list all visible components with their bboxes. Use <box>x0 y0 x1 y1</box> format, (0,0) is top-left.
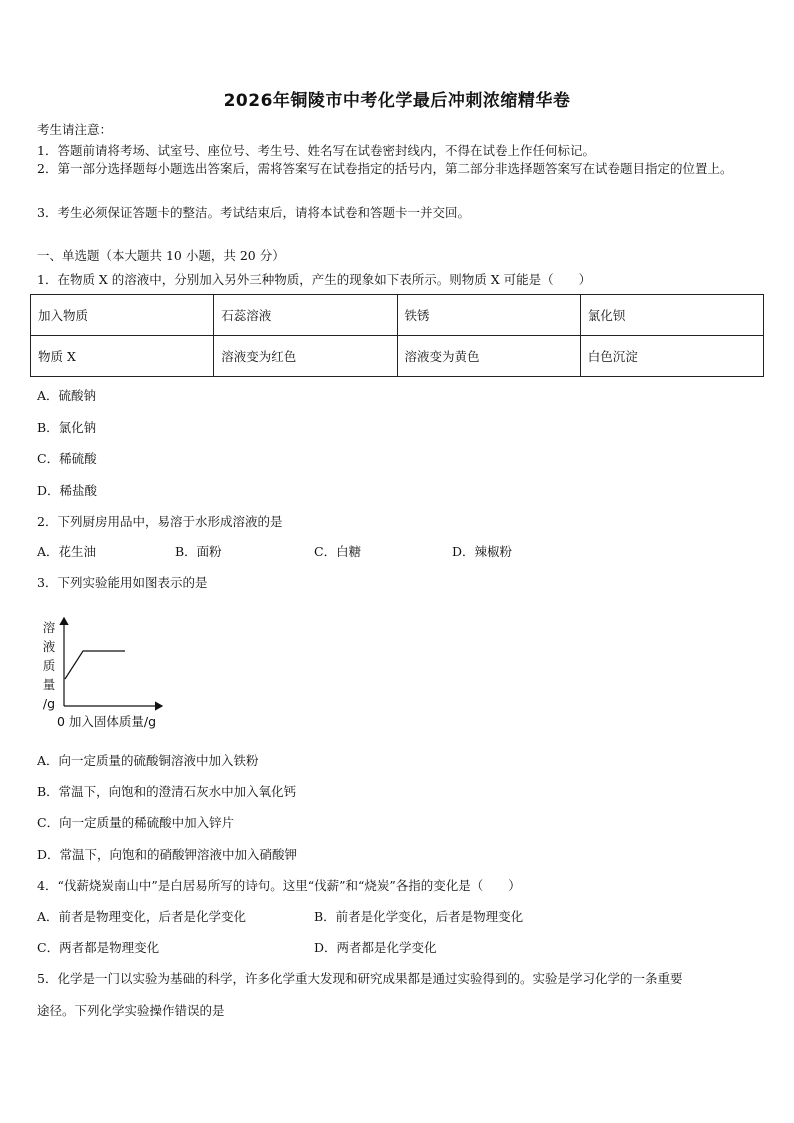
question-3-option-c: C．向一定质量的稀硫酸中加入锌片 <box>37 815 235 830</box>
question-5-stem-line-2: 途径。下列化学实验操作错误的是 <box>37 1003 225 1018</box>
table-cell: 物质 X <box>31 336 214 377</box>
question-4-option-d: D．两者都是化学变化 <box>314 940 437 955</box>
question-5-stem-line-1: 5．化学是一门以实验为基础的科学，许多化学重大发现和研究成果都是通过实验得到的。实验是学习化学的一条重要 <box>37 971 683 986</box>
question-2-option-a: A．花生油 <box>37 544 97 559</box>
question-2-option-c: C．白糖 <box>314 544 362 559</box>
question-2-option-b: B．面粉 <box>175 544 222 559</box>
question-1-option-d: D．稀盐酸 <box>37 483 98 498</box>
table-cell: 加入物质 <box>31 295 214 336</box>
table-cell: 石蕊溶液 <box>214 295 397 336</box>
page-title: 2026年铜陵市中考化学最后冲刺浓缩精华卷 <box>223 91 571 111</box>
question-4-option-b: B．前者是化学变化，后者是物理变化 <box>314 909 524 924</box>
question-3-graph <box>37 612 237 737</box>
table-cell: 溶液变为红色 <box>214 336 397 377</box>
notice-heading: 考生请注意： <box>37 122 113 137</box>
graph-curve <box>65 651 125 679</box>
notice-item-2: 2．第一部分选择题每小题选出答案后，需将答案写在试卷指定的括号内，第二部分非选择题答案写在试卷题目指定的位置上。 <box>37 161 733 176</box>
graph-y-axis-label: 溶 液 质 量 /g <box>42 620 56 711</box>
table-row <box>31 336 764 377</box>
question-4-option-a: A．前者是物理变化，后者是化学变化 <box>37 909 247 924</box>
table-cell: 白色沉淀 <box>580 336 763 377</box>
question-4-option-c: C．两者都是物理变化 <box>37 940 160 955</box>
question-3-stem: 3．下列实验能用如图表示的是 <box>37 575 208 590</box>
question-1-option-c: C．稀硫酸 <box>37 451 97 466</box>
question-1-table <box>30 294 764 377</box>
table-row <box>31 295 764 336</box>
notice-item-3: 3．考生必须保证答题卡的整洁。考试结束后，请将本试卷和答题卡一并交回。 <box>37 205 470 220</box>
question-1-stem: 1．在物质 X 的溶液中，分别加入另外三种物质，产生的现象如下表所示。则物质 X 可能是（ ） <box>37 272 592 287</box>
question-2-stem: 2．下列厨房用品中，易溶于水形成溶液的是 <box>37 514 283 529</box>
question-1-option-b: B．氯化钠 <box>37 420 97 435</box>
question-3-option-d: D．常温下，向饱和的硝酸钾溶液中加入硝酸钾 <box>37 847 298 862</box>
question-1-option-a: A．硫酸钠 <box>37 388 97 403</box>
question-3-option-a: A．向一定质量的硫酸铜溶液中加入铁粉 <box>37 753 259 768</box>
section-heading: 一、单选题（本大题共 10 小题，共 20 分） <box>37 248 285 263</box>
question-3-option-b: B．常温下，向饱和的澄清石灰水中加入氧化钙 <box>37 784 297 799</box>
table-cell: 溶液变为黄色 <box>397 336 580 377</box>
question-2-option-d: D．辣椒粉 <box>452 544 513 559</box>
table-cell: 铁锈 <box>397 295 580 336</box>
graph-x-axis-label: 0 加入固体质量/g <box>57 714 157 729</box>
notice-item-1: 1．答题前请将考场、试室号、座位号、考生号、姓名写在试卷密封线内，不得在试卷上作任何标记。 <box>37 143 595 158</box>
table-cell: 氯化钡 <box>580 295 763 336</box>
question-4-stem: 4．“伐薪烧炭南山中”是白居易所写的诗句。这里“伐薪”和“烧炭”各指的变化是（ ） <box>37 878 521 893</box>
